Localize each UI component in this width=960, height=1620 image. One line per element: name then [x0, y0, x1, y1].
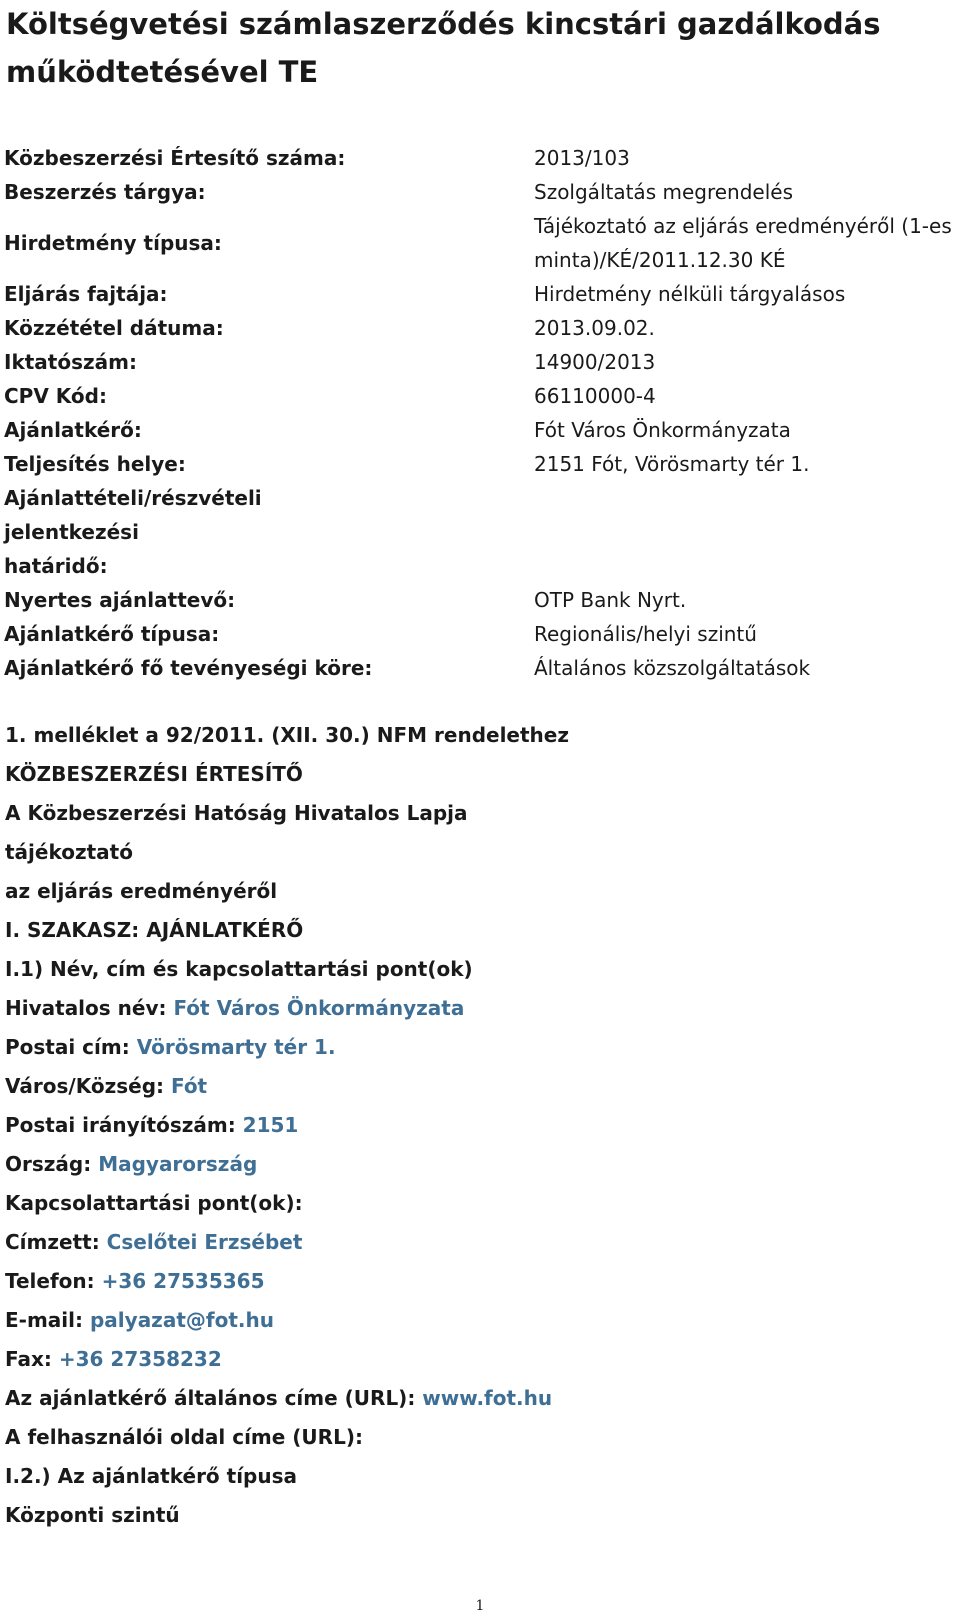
meta-row-tevekenyseg [4, 651, 954, 685]
meta-label-line: Ajánlattételi/részvételi jelentkezési [4, 486, 262, 544]
subsection-heading: I.2.) Az ajánlatkérő típusa [5, 1464, 298, 1488]
meta-value: OTP Bank Nyrt. [534, 588, 687, 612]
meta-value: 2013/103 [534, 146, 630, 170]
meta-row-kozzetetel [4, 311, 954, 345]
meta-row-hirdetmeny [4, 209, 954, 277]
page-number: 1 [475, 1598, 485, 1614]
field-label: E-mail: [5, 1308, 90, 1332]
meta-value [534, 209, 954, 277]
meta-row-iktatoszam [4, 345, 954, 379]
meta-row-nyertes [4, 583, 954, 617]
meta-value: Hirdetmény nélküli tárgyalásos [534, 282, 846, 306]
meta-label: Iktatószám: [4, 350, 137, 374]
field-value: Vörösmarty tér 1. [136, 1035, 336, 1059]
field-label: Város/Község: [5, 1074, 171, 1098]
gazette-subtitle: A Közbeszerzési Hatóság Hivatalos Lapja [5, 801, 468, 825]
meta-row-targy [4, 175, 954, 209]
meta-label: Közbeszerzési Értesítő száma: [4, 146, 346, 170]
addressee-line [5, 1223, 945, 1262]
email-link[interactable]: palyazat@fot.hu [89, 1308, 274, 1332]
meta-label: Hirdetmény típusa: [4, 231, 222, 255]
field-label: Fax: [5, 1347, 59, 1371]
meta-value: 66110000-4 [534, 384, 656, 408]
meta-label: Teljesítés helye: [4, 452, 186, 476]
url-line [5, 1379, 945, 1418]
meta-value: 2013.09.02. [534, 316, 655, 340]
website-link[interactable]: www.fot.hu [422, 1386, 553, 1410]
country-line [5, 1145, 945, 1184]
meta-value: Szolgáltatás megrendelés [534, 180, 793, 204]
meta-label: Eljárás fajtája: [4, 282, 168, 306]
meta-label: Beszerzés tárgya: [4, 180, 206, 204]
meta-value: 14900/2013 [534, 350, 656, 374]
meta-row-ertesito [4, 141, 954, 175]
meta-value: Fót Város Önkormányzata [534, 418, 791, 442]
meta-value: Regionális/helyi szintű [534, 622, 757, 646]
meta-row-ajanlatkero [4, 413, 954, 447]
subsection-heading: I.1) Név, cím és kapcsolattartási pont(ok) [5, 957, 473, 981]
meta-value-line: Tájékoztató az eljárás eredményéről (1-es [534, 214, 952, 238]
meta-row-eljaras [4, 277, 954, 311]
field-value: +36 27535365 [101, 1269, 265, 1293]
meta-label: CPV Kód: [4, 384, 107, 408]
meta-label-line: határidő: [4, 554, 108, 578]
meta-label: Ajánlatkérő: [4, 418, 142, 442]
field-label: Címzett: [5, 1230, 107, 1254]
phone-line [5, 1262, 945, 1301]
postcode-line [5, 1106, 945, 1145]
postal-address-line [5, 1028, 945, 1067]
meta-label: Ajánlatkérő fő tevényeségi köre: [4, 656, 373, 680]
meta-row-cpv [4, 379, 954, 413]
field-value: 2151 [242, 1113, 299, 1137]
meta-label: Közzététel dátuma: [4, 316, 224, 340]
field-value: Fót [170, 1074, 208, 1098]
meta-label [4, 481, 384, 583]
notice-body [5, 716, 945, 1535]
document-title: Költségvetési számlaszerződés kincstári gazdálkodás működtetésével TE [6, 7, 881, 89]
meta-row-teljesites [4, 447, 954, 481]
email-line [5, 1301, 945, 1340]
notice-subject: az eljárás eredményéről [5, 879, 278, 903]
meta-row-hatarido [4, 481, 954, 583]
notice-type: tájékoztató [5, 840, 133, 864]
field-value: Magyarország [98, 1152, 258, 1176]
meta-row-tipus [4, 617, 954, 651]
field-label: Az ajánlatkérő általános címe (URL): [5, 1386, 423, 1410]
field-label: Ország: [5, 1152, 99, 1176]
meta-label: Nyertes ajánlattevő: [4, 588, 236, 612]
official-name-line [5, 989, 945, 1028]
meta-value-line: minta)/KÉ/2011.12.30 KÉ [534, 248, 786, 272]
buyer-type-value: Központi szintű [5, 1503, 180, 1527]
field-value: +36 27358232 [58, 1347, 222, 1371]
field-label: Postai cím: [5, 1035, 137, 1059]
meta-value: Általános közszolgáltatások [534, 656, 811, 680]
field-label: Postai irányítószám: [5, 1113, 243, 1137]
metadata-table [4, 141, 954, 685]
fax-line [5, 1340, 945, 1379]
meta-label: Ajánlatkérő típusa: [4, 622, 220, 646]
meta-value: 2151 Fót, Vörösmarty tér 1. [534, 452, 810, 476]
town-line [5, 1067, 945, 1106]
field-value: Fót Város Önkormányzata [173, 996, 465, 1020]
contact-points-heading: Kapcsolattartási pont(ok): [5, 1191, 303, 1215]
gazette-name: KÖZBESZERZÉSI ÉRTESÍTŐ [5, 762, 303, 786]
field-label: Telefon: [5, 1269, 102, 1293]
annex-reference: 1. melléklet a 92/2011. (XII. 30.) NFM rendelethez [5, 723, 569, 747]
field-label: Hivatalos név: [5, 996, 174, 1020]
buyer-profile-line: A felhasználói oldal címe (URL): [5, 1425, 363, 1449]
field-value: Cselőtei Erzsébet [106, 1230, 303, 1254]
section-heading: I. SZAKASZ: AJÁNLATKÉRŐ [5, 918, 304, 942]
